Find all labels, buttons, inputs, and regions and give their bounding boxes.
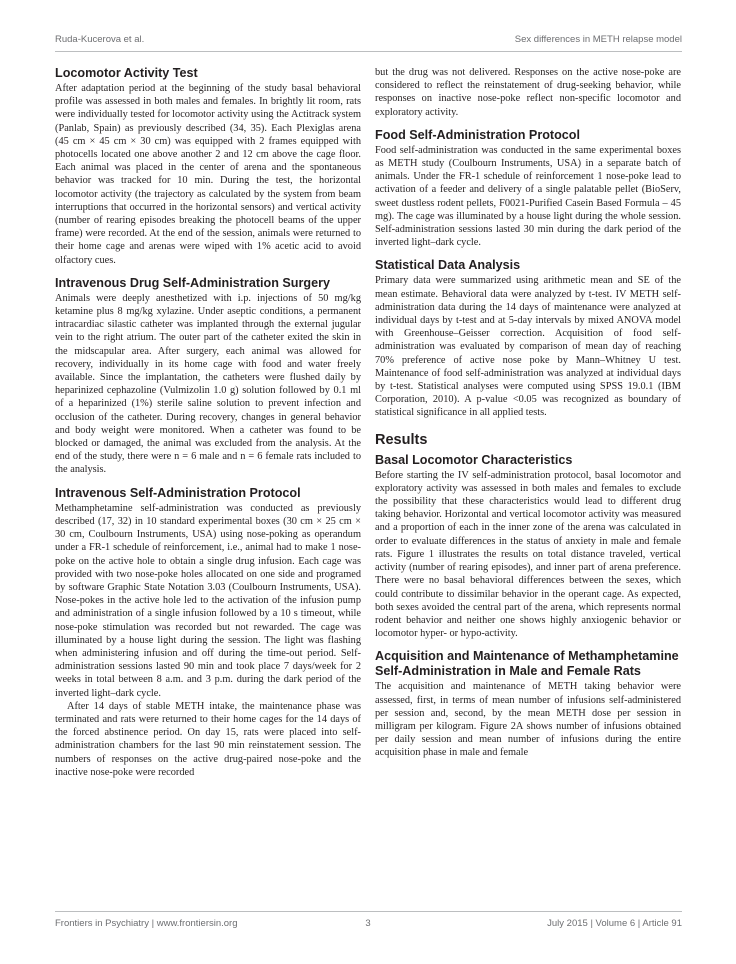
section-heading: Intravenous Drug Self-Administration Surgery [55, 275, 331, 290]
header-divider [55, 51, 682, 52]
left-column [55, 66, 361, 788]
page-number: 3 [365, 918, 371, 929]
footer-issue: July 2015 | Volume 6 | Article 91 [547, 918, 682, 929]
section-heading: Statistical Data Analysis [375, 258, 521, 273]
section-heading: Acquisition and Maintenance of Methamphetamine Self-Administration in Male and Female Rats [375, 649, 679, 679]
section-basal [375, 453, 681, 641]
footer-journal: Frontiers in Psychiatry | www.frontiersin.org [55, 918, 238, 929]
section-food [375, 128, 681, 250]
running-header-title: Sex differences in METH relapse model [514, 34, 682, 45]
section-continuation [375, 66, 681, 119]
section-iv-protocol [55, 486, 361, 779]
section-surgery [55, 276, 361, 477]
paragraph: After 14 days of stable METH intake, the maintenance phase was terminated and rats were returned to their home cages for the 14 days of the forced abstinence period. On day 15, rats were placed into self-administration chambers for the last 90 min reinstatement session. The numbers of responses on the active drug-paired nose-poke and the inactive nose-poke were recorded [55, 700, 361, 778]
right-column [375, 66, 681, 769]
section-acquisition [375, 649, 681, 759]
section-stats [375, 258, 681, 419]
section-heading: Intravenous Self-Administration Protocol [55, 485, 301, 500]
section-heading: Locomotor Activity Test [55, 66, 198, 80]
running-header-authors: Ruda-Kucerova et al. [55, 34, 145, 45]
paragraph: Animals were deeply anesthetized with i.p. injections of 50 mg/kg ketamine plus 8 mg/kg xylazine. Under aseptic conditions, a permanent intracardiac silastic catheter was implanted through the external jugular vein to the right atrium. The outer part of the catheter exited the skin in the midscapular area. After surgery, each animal was allowed for recovery, individually in its home cage with food and water freely available. Since the implantation, the catheters were flushed daily by heparinized cephazoline (Vulmizolin 1.0 g) solution followed by 0.1 ml of a heparinized (1%) sterile saline solution to prevent infection and occlusion of the catheter. During recovery, changes in general behavior and body weight were monitored. When a catheter was found to be blocked or damaged, the animal was excluded from the analysis. At the end of the study, there were n = 6 male and n = 6 female rats included to the analysis. [55, 292, 361, 476]
section-heading: Basal Locomotor Characteristics [375, 452, 573, 467]
paragraph: but the drug was not delivered. Responses on the active nose-poke are considered to reflect the reinstatement of drug-seeking behavior, while responses on inactive nose-poke reflect non-specific locomotor and exploratory activity. [375, 67, 681, 118]
paragraph: After adaptation period at the beginning of the study basal behavioral profile was assessed in both males and females. In brightly lit room, rats were individually tested for locomotor activity using the Actitrack system (Panlab, Spain) as previously described (34, 35). Each Plexiglas arena (45 cm × 45 cm × 30 cm) was equipped with 2 frames equipped with photocells located one above another 2 and 12 cm above the cage floor. Each animal was placed in the center of arena and the spontaneous behavior was tracked for 10 min. During the test, the horizontal locomotor activity (the trajectory as calculated by the system from beam interruptions that occurred in the horizontal sensors) and vertical activity (number of rearing episodes breaking the photocell beams of the upper frame) were recorded. At the end of the session, animals were returned to their home cage and arenas were wiped with 1% acetic acid to avoid olfactory cues. [55, 83, 361, 266]
paragraph: Primary data were summarized using arithmetic mean and SE of the mean estimate. Behavioral data were analyzed by t-test. IV METH self-administration data during the 14 days of maintenance were analyzed at individual days by t-test and at 5-day intervals by mixed ANOVA model with Greenhouse–Geisser correction. Acquisition of food self-administration was evaluated by comparison of mean day of reaching 70% preference of active nose poke by Mann–Whitney U test. Maintenance of food self-administration was analyzed at individual days by t-test. Statistical analyses were computed using SPSS 19.0.1 (IBM Corporation, 2010). A p-value <0.05 was recognized as boundary of statistical significance in all applied tests. [375, 275, 681, 419]
paragraph: Methamphetamine self-administration was conducted as previously described (17, 32) in 10 standard experimental boxes (30 cm × 25 cm × 30 cm, Coulbourn Instruments, USA) using nose-poking as operandum under a FR-1 schedule of reinforcement, i.e., animal had to make 1 nose-poke on the active hole to obtain a single drug infusion. Each cage was provided with two nose-poke holes allocated on one side and programed by software Graphic State Notation 3.03 (Coulbourn Instruments, USA). Nose-pokes in the active hole led to the activation of the infusion pump and administration of a single infusion followed by a 10 s timeout, while nose-poke stimulation was recorded but not rewarded. The cage was illuminated by a house light during the session. The light was flashing when administering infusion and off during the time-out period. Self-administration sessions lasted 90 min and took place 7 days/week for 2 weeks in total between 8 a.m. and 3 p.m. during the dark period of the inverted light–dark cycle. [55, 502, 361, 699]
section-heading: Food Self-Administration Protocol [375, 127, 580, 142]
paragraph: The acquisition and maintenance of METH taking behavior were assessed, first, in terms of mean number of infusions self-administered per session and, second, by the mean METH dose per session in milligram per kilogram. Figure 2A shows number of infusions obtained per daily session and mean number of infusions during the entire acquisition phase in male and female [375, 681, 681, 759]
paragraph: Food self-administration was conducted in the same experimental boxes as METH study (Coulbourn Instruments, USA) in a separate batch of animals. Under the FR-1 schedule of reinforcement 1 nose-poke lead to activation of a feeder and delivery of a single palatable pellet (BioServ, sweet dustless rodent pellets, F0021-Purified Casein Based Formula – 45 mg). The cage was illuminated by a house light during the whole session. Self-administration sessions lasted 30 min during the dark period of the inverted light–dark cycle. [375, 144, 681, 249]
paragraph: Before starting the IV self-administration protocol, basal locomotor and exploratory activity was assessed in both males and females to exclude the possibility that these characteristics would lead to different drug taking behavior. Horizontal and vertical locomotor activity was measured and a proportion of each in the inner zone of the arena was calculated in order to evaluate differences in the status of anxiety in male and female rats. Figure 1 illustrates the results on total distance traveled, vertical activity (number of rearing episodes), and inner part of arena preference. There were no basal behavioral differences between the sexes, which could contribute to dissimilar behavior in the operant cage. As expected, both sexes avoided the central part of the arena, which represents normal rodent behavior and neither one shows highly anxiogenic behavior or locomotor hyper- or hypo-activity. [375, 469, 681, 640]
footer-divider [55, 911, 682, 912]
results-heading: Results [375, 431, 428, 448]
section-locomotor [55, 66, 361, 267]
